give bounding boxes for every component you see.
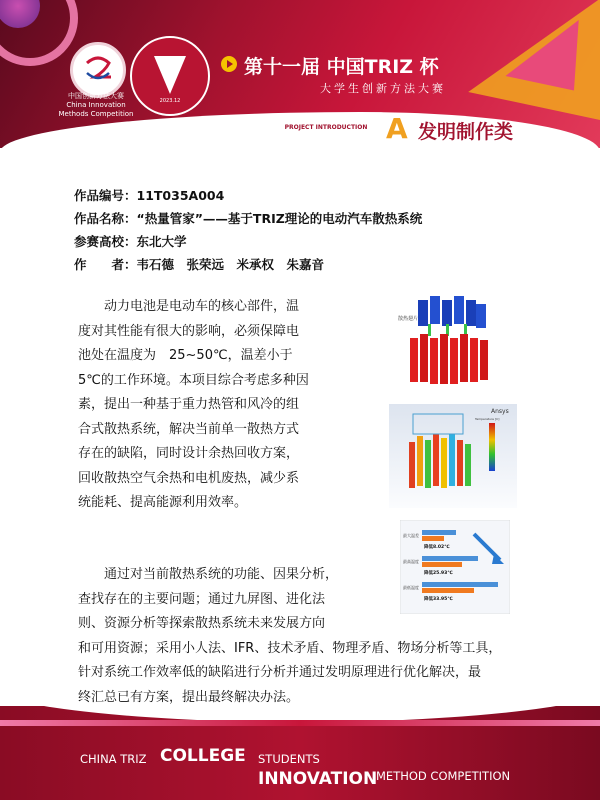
footer-method-competition: METHOD COMPETITION <box>376 769 511 783</box>
result-value: 降低25.93℃ <box>424 571 453 576</box>
method-line: 终汇总已有方案，提出最终解决办法。 <box>78 689 300 705</box>
temperature-legend <box>489 423 495 471</box>
method-line: 通过对当前散热系统的功能、因果分析， <box>78 567 339 582</box>
blue-fins <box>418 296 486 328</box>
result-value: 降低33.95℃ <box>424 597 453 602</box>
project-school: 参赛高校：东北大学 <box>74 234 187 249</box>
project-intro-label: PROJECT INTRODUCTION <box>272 122 380 134</box>
triz-emblem <box>130 36 210 116</box>
cimc-logo-line: Methods Competition <box>58 110 134 118</box>
red-cells <box>410 334 488 384</box>
thermal-simulation-figure <box>389 404 517 508</box>
header-banner <box>0 0 600 148</box>
competition-subtitle: 大学生创新方法大赛 <box>320 82 446 95</box>
triz-emblem-date: 2023.12 <box>159 98 181 104</box>
cimc-logo <box>70 42 126 98</box>
competition-title: 第十一届 中国TRIZ 杯 <box>244 56 439 78</box>
cimc-logo-line: 中国创新方法大赛 <box>68 92 124 100</box>
footer-innovation: INNOVATION <box>258 769 378 789</box>
footer-stripe <box>0 720 600 726</box>
project-authors: 作 者：韦石德 张荣远 米承权 朱嘉音 <box>74 257 325 272</box>
footer-college: COLLEGE <box>160 746 246 766</box>
category-letter: A <box>386 112 408 145</box>
cimc-logo-line: China Innovation <box>66 101 126 109</box>
project-info <box>74 184 422 276</box>
ansys-brand: Ansys <box>491 408 509 415</box>
project-name: 作品名称：“热量管家”——基于TRIZ理论的电动汽车散热系统 <box>74 211 423 226</box>
result-label: 最低温度 <box>403 585 419 590</box>
temperature-results-chart <box>400 520 510 614</box>
method-line: 和可用资源；采用小人法、IFR、技术矛盾、物理矛盾、物场分析等工具， <box>78 640 502 656</box>
result-label: 最大温差 <box>403 533 419 538</box>
heat-fin-label: 散热翅片 <box>398 316 419 322</box>
battery-model-figure <box>398 294 498 392</box>
footer-china-triz: CHINA TRIZ <box>80 752 147 766</box>
result-label: 最高温度 <box>403 559 419 564</box>
footer-students: STUDENTS <box>258 752 320 766</box>
cimc-logo-icon <box>73 45 123 95</box>
method-line: 则、资源分析等探索散热系统未来发展方向 <box>78 616 326 631</box>
play-icon <box>221 56 237 72</box>
triz-emblem-icon <box>154 56 186 94</box>
category-title: 发明制作类 <box>418 121 514 143</box>
method-line: 针对系统工作效率低的缺陷进行分析并通过发明原理进行优化解决，最 <box>78 665 482 680</box>
triangle-decoration-inner <box>505 7 588 90</box>
cimc-logo-text <box>56 92 136 119</box>
result-value: 降低8.02℃ <box>424 545 450 550</box>
temperature-legend-title: Temperature [C] <box>475 417 500 421</box>
intro-paragraph: 动力电池是电动车的核心部件，温度对其性能有很大的影响，必须保障电池处在温度为 25~50℃，温差小于 5℃的工作环境。本项目综合考虑多种因素，提出一种基于重力热管和风冷的组合式散热系统，解决当前单一散热方式存在的缺陷，同时设计余热回收方案，回收散热空气余热和电机废热，减少系统能耗、提高能源利用效率。 <box>78 299 309 510</box>
project-number: 作品编号：11T035A004 <box>74 188 225 203</box>
method-line: 查找存在的主要问题；通过九屏图、进化法 <box>78 591 326 607</box>
